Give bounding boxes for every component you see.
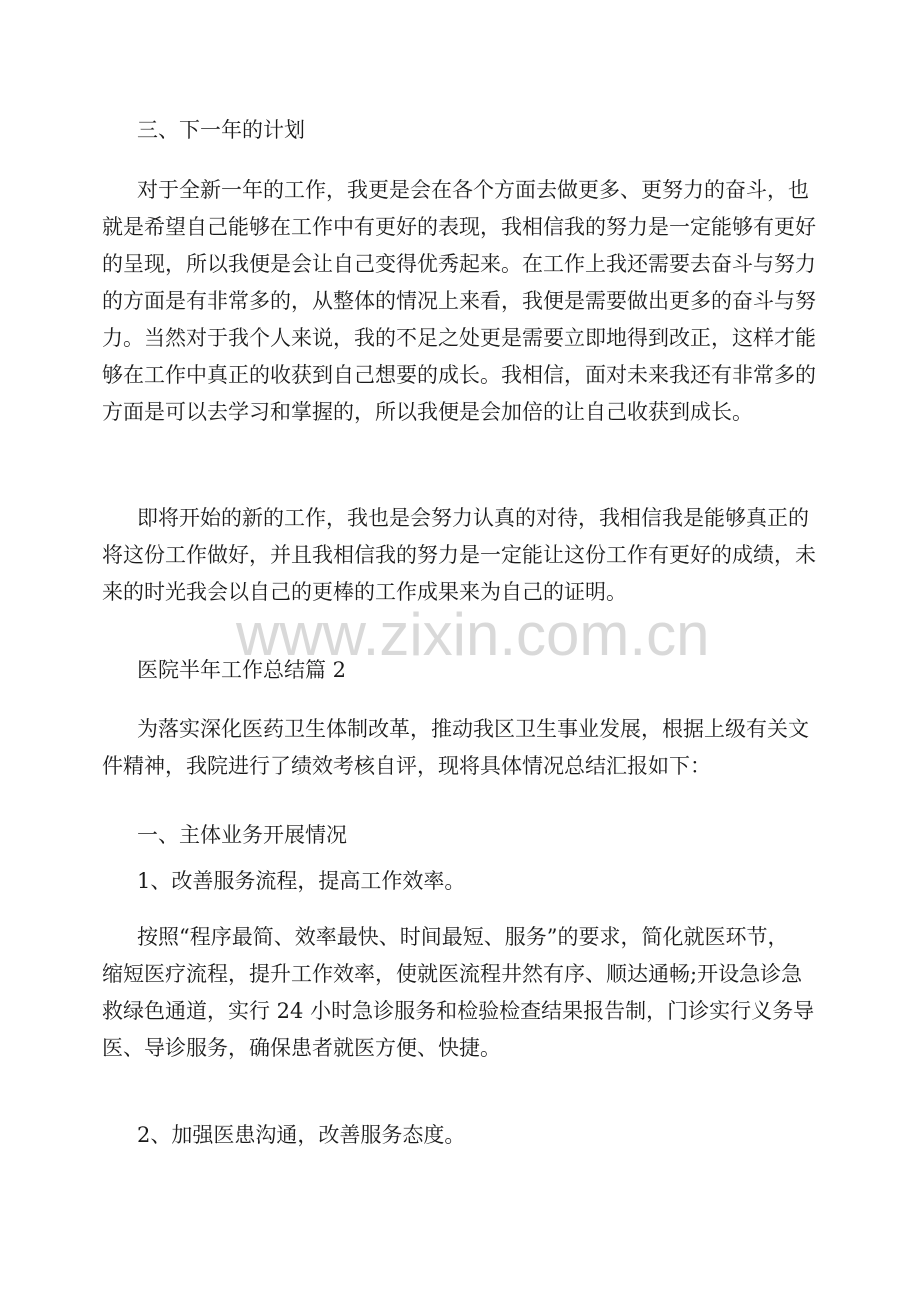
- paragraph-line: 够在工作中真正的收获到自己想要的成长。我相信，面对未来我还有非常多的: [102, 363, 816, 387]
- section-title-part2: 医院半年工作总结篇 2: [137, 658, 347, 682]
- paragraph-line: 就是希望自己能够在工作中有更好的表现，我相信我的努力是一定能够有更好: [102, 215, 816, 239]
- section-heading-plan: 三、下一年的计划: [137, 118, 305, 142]
- paragraph-line: 将这份工作做好，并且我相信我的努力是一定能让这份工作有更好的成绩，未: [102, 543, 816, 567]
- list-item-1: 1、改善服务流程，提高工作效率。: [137, 869, 466, 893]
- paragraph-line: 件精神，我院进行了绩效考核自评，现将具体情况总结汇报如下：: [102, 754, 711, 778]
- paragraph-line: 对于全新一年的工作，我更是会在各个方面去做更多、更努力的奋斗，也: [137, 178, 809, 202]
- paragraph-plan-intro: [102, 172, 837, 431]
- list-item-2: 2、加强医患沟通，改善服务态度。: [137, 1123, 466, 1147]
- paragraph-line: 方面是可以去学习和掌握的，所以我便是会加倍的让自己收获到成长。: [102, 400, 753, 424]
- paragraph-line: 按照“程序最简、效率最快、时间最短、服务”的要求，简化就医环节，: [137, 925, 789, 949]
- paragraph-line: 的呈现，所以我便是会让自己变得优秀起来。在工作上我还需要去奋斗与努力: [102, 252, 816, 276]
- paragraph-line: 医、导诊服务，确保患者就医方便、快捷。: [102, 1036, 501, 1060]
- paragraph-line: 缩短医疗流程，提升工作效率，使就医流程井然有序、顺达通畅;开设急诊急: [102, 962, 803, 986]
- paragraph-new-work: [102, 500, 837, 611]
- paragraph-line: 来的时光我会以自己的更棒的工作成果来为自己的证明。: [102, 580, 627, 604]
- paragraph-line: 的方面是有非常多的，从整体的情况上来看，我便是需要做出更多的奋斗与努: [102, 289, 816, 313]
- paragraph-service-flow: [102, 919, 837, 1067]
- section-heading-business: 一、主体业务开展情况: [137, 823, 347, 847]
- paragraph-reform-intro: [102, 711, 837, 785]
- paragraph-line: 力。当然对于我个人来说，我的不足之处更是需要立即地得到改正，这样才能: [102, 326, 816, 350]
- paragraph-line: 救绿色通道，实行 24 小时急诊服务和检验检查结果报告制，门诊实行义务导: [102, 999, 815, 1023]
- watermark-text: www.zixin.com.cn: [236, 601, 710, 668]
- paragraph-line: 即将开始的新的工作，我也是会努力认真的对待，我相信我是能够真正的: [137, 506, 809, 530]
- paragraph-line: 为落实深化医药卫生体制改革，推动我区卫生事业发展，根据上级有关文: [137, 717, 809, 741]
